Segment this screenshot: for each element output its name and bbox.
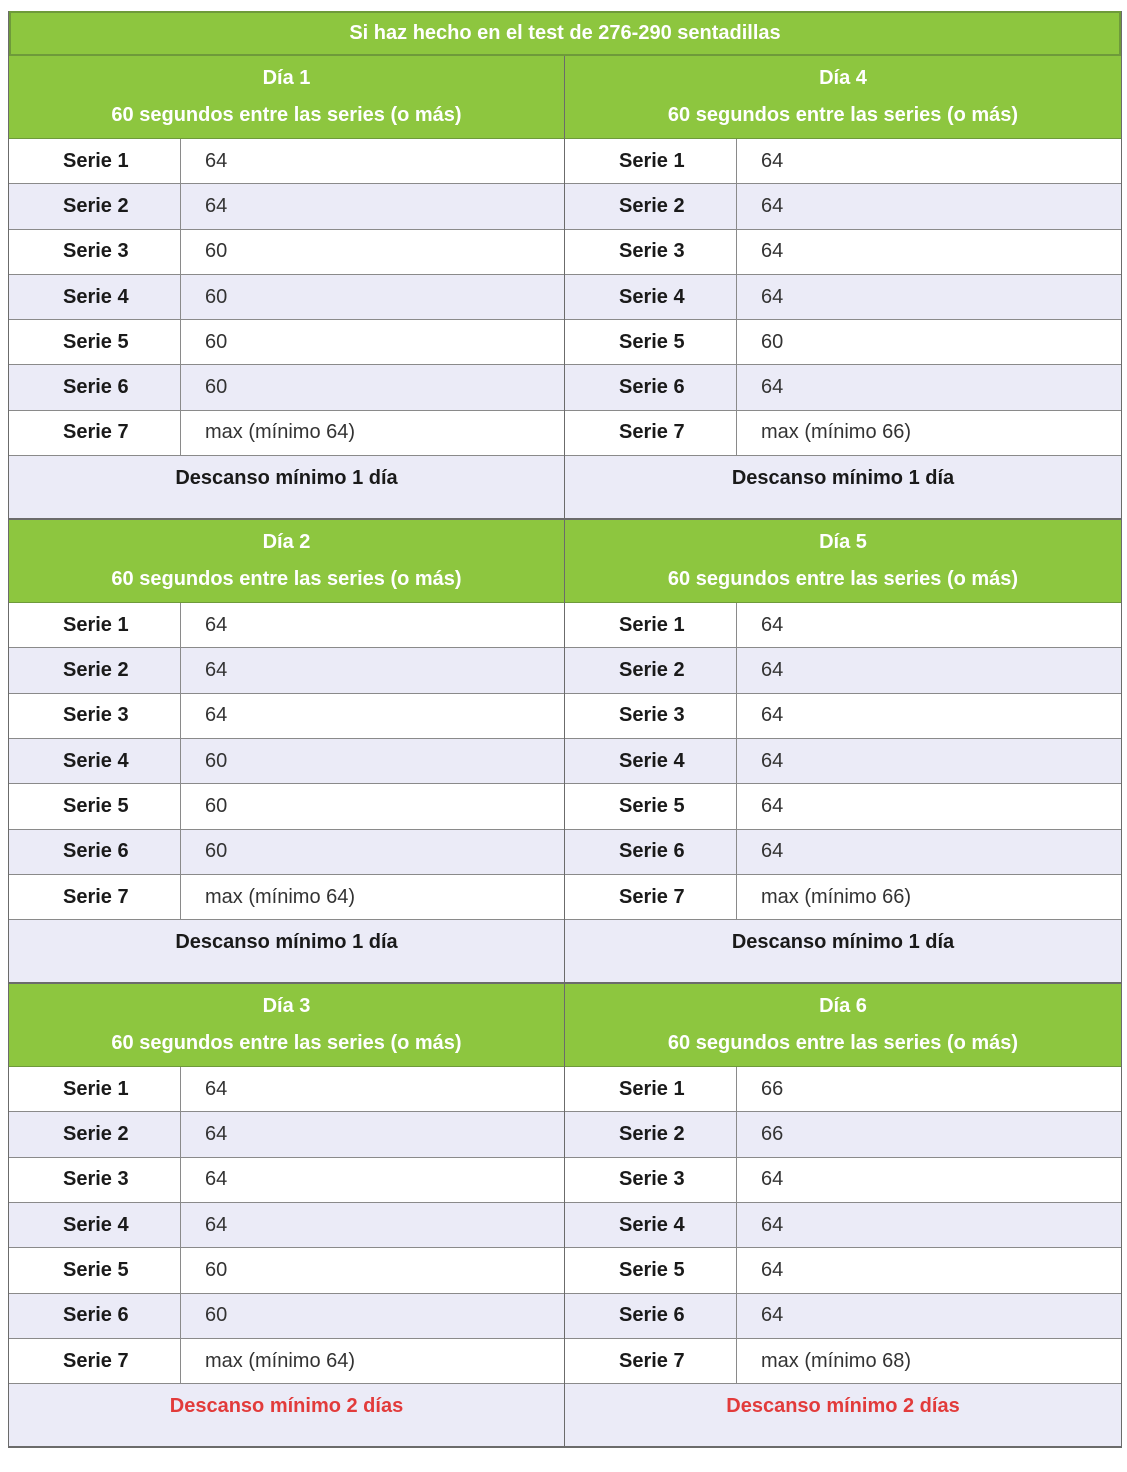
serie-label: Serie 4 <box>9 1203 181 1247</box>
day-header <box>9 56 564 139</box>
table-row <box>9 694 564 739</box>
table-row <box>9 1294 564 1339</box>
table-row <box>565 1112 1121 1157</box>
table-row <box>9 275 564 320</box>
serie-label: Serie 1 <box>9 603 181 647</box>
serie-value: 64 <box>761 704 784 727</box>
table-row <box>9 739 564 784</box>
serie-value: 64 <box>205 1213 228 1236</box>
day-title: Día 5 <box>819 531 867 554</box>
serie-label: Serie 4 <box>565 739 737 783</box>
table-row <box>9 830 564 875</box>
rest-note: Descanso mínimo 1 día <box>565 920 1121 984</box>
serie-label: Serie 3 <box>9 694 181 738</box>
day-column <box>565 56 1121 520</box>
serie-value: max (mínimo 64) <box>205 421 356 444</box>
day-block-row <box>9 520 1121 984</box>
serie-value: 64 <box>761 149 784 172</box>
serie-label: Serie 5 <box>9 784 181 828</box>
serie-value: 66 <box>761 1077 784 1100</box>
serie-label: Serie 2 <box>9 1112 181 1156</box>
table-row <box>565 230 1121 275</box>
serie-label: Serie 2 <box>565 184 737 228</box>
rest-interval: 60 segundos entre las series (o más) <box>111 1032 462 1055</box>
day-column <box>565 520 1121 984</box>
serie-label: Serie 3 <box>9 1158 181 1202</box>
serie-value: 64 <box>761 749 784 772</box>
serie-label: Serie 6 <box>9 830 181 874</box>
rest-note: Descanso mínimo 1 día <box>565 456 1121 520</box>
serie-value: 60 <box>205 285 228 308</box>
table-row <box>565 1158 1121 1203</box>
table-row <box>565 275 1121 320</box>
serie-label: Serie 6 <box>9 365 181 409</box>
serie-label: Serie 5 <box>565 784 737 828</box>
table-row <box>565 184 1121 229</box>
serie-label: Serie 4 <box>9 275 181 319</box>
table-row <box>9 1339 564 1384</box>
serie-value: 64 <box>761 1213 784 1236</box>
table-row <box>9 411 564 456</box>
table-row <box>565 411 1121 456</box>
serie-value: 60 <box>205 840 228 863</box>
table-row <box>9 139 564 184</box>
table-row <box>565 603 1121 648</box>
day-column <box>9 984 565 1448</box>
table-row <box>9 603 564 648</box>
serie-label: Serie 6 <box>565 830 737 874</box>
serie-value: 64 <box>761 794 784 817</box>
serie-value: 60 <box>205 330 228 353</box>
rest-note: Descanso mínimo 1 día <box>9 920 564 984</box>
serie-label: Serie 5 <box>9 320 181 364</box>
serie-label: Serie 2 <box>9 648 181 692</box>
rest-interval: 60 segundos entre las series (o más) <box>111 568 462 591</box>
serie-label: Serie 1 <box>9 139 181 183</box>
serie-value: 64 <box>761 285 784 308</box>
serie-value: 64 <box>761 194 784 217</box>
table-row <box>565 1294 1121 1339</box>
serie-value: max (mínimo 68) <box>761 1349 912 1372</box>
table-row <box>9 320 564 365</box>
table-row <box>9 184 564 229</box>
day-header <box>565 984 1121 1067</box>
serie-value: 64 <box>761 613 784 636</box>
serie-label: Serie 7 <box>9 1339 181 1383</box>
serie-label: Serie 6 <box>565 365 737 409</box>
table-row <box>565 784 1121 829</box>
table-row <box>565 830 1121 875</box>
serie-value: 64 <box>205 613 228 636</box>
table-row <box>9 784 564 829</box>
serie-value: max (mínimo 64) <box>205 1349 356 1372</box>
table-row <box>565 1248 1121 1293</box>
table-row <box>565 1067 1121 1112</box>
rest-interval: 60 segundos entre las series (o más) <box>111 104 462 126</box>
day-title: Día 3 <box>262 995 311 1018</box>
serie-label: Serie 4 <box>9 739 181 783</box>
serie-label: Serie 7 <box>9 411 181 455</box>
day-block-row <box>9 56 1121 520</box>
table-row <box>9 1248 564 1293</box>
table-row <box>9 230 564 275</box>
serie-label: Serie 5 <box>565 1248 737 1292</box>
serie-value: 60 <box>205 749 228 772</box>
serie-value: 64 <box>205 149 228 172</box>
serie-value: 64 <box>761 376 784 399</box>
day-title: Día 6 <box>819 995 867 1018</box>
serie-value: 64 <box>761 840 784 863</box>
day-header <box>565 520 1121 603</box>
serie-value: 60 <box>761 330 784 353</box>
day-blocks <box>9 56 1121 1448</box>
serie-value: 64 <box>205 1168 228 1191</box>
table-row <box>565 320 1121 365</box>
day-column <box>9 520 565 984</box>
serie-value: 60 <box>205 376 228 399</box>
table-row <box>565 1203 1121 1248</box>
serie-label: Serie 2 <box>565 1112 737 1156</box>
table-row <box>565 139 1121 184</box>
serie-label: Serie 7 <box>565 1339 737 1383</box>
serie-label: Serie 1 <box>565 1067 737 1111</box>
day-header <box>565 56 1121 139</box>
serie-value: max (mínimo 66) <box>761 421 912 444</box>
serie-label: Serie 3 <box>9 230 181 274</box>
serie-value: 64 <box>205 194 228 217</box>
serie-value: 60 <box>205 1304 228 1327</box>
table-row <box>9 1067 564 1112</box>
serie-label: Serie 3 <box>565 230 737 274</box>
serie-label: Serie 1 <box>565 139 737 183</box>
serie-label: Serie 4 <box>565 275 737 319</box>
serie-label: Serie 4 <box>565 1203 737 1247</box>
serie-value: 66 <box>761 1123 784 1146</box>
serie-label: Serie 1 <box>565 603 737 647</box>
day-column <box>565 984 1121 1448</box>
day-title: Día 2 <box>262 531 311 554</box>
serie-value: 64 <box>205 1123 228 1146</box>
serie-value: max (mínimo 66) <box>761 885 912 908</box>
serie-label: Serie 7 <box>565 875 737 919</box>
serie-value: 64 <box>761 240 784 263</box>
serie-label: Serie 6 <box>9 1294 181 1338</box>
rest-note: Descanso mínimo 2 días <box>565 1384 1121 1448</box>
rest-note: Descanso mínimo 2 días <box>9 1384 564 1448</box>
serie-value: 64 <box>205 659 228 682</box>
serie-value: 60 <box>205 240 228 263</box>
table-row <box>9 1158 564 1203</box>
serie-label: Serie 3 <box>565 694 737 738</box>
serie-label: Serie 5 <box>565 320 737 364</box>
serie-label: Serie 3 <box>565 1158 737 1202</box>
serie-label: Serie 7 <box>565 411 737 455</box>
table-row <box>565 365 1121 410</box>
table-row <box>9 875 564 920</box>
day-title: Día 4 <box>819 67 867 89</box>
rest-interval: 60 segundos entre las series (o más) <box>667 104 1019 126</box>
serie-label: Serie 1 <box>9 1067 181 1111</box>
day-header <box>9 520 564 603</box>
table-row <box>9 648 564 693</box>
day-title: Día 1 <box>262 67 311 89</box>
training-table <box>8 11 1122 1448</box>
day-header <box>9 984 564 1067</box>
serie-value: 64 <box>761 659 784 682</box>
serie-value: 64 <box>761 1168 784 1191</box>
serie-value: 64 <box>761 1258 784 1281</box>
rest-interval: 60 segundos entre las series (o más) <box>667 1032 1019 1055</box>
table-row <box>565 875 1121 920</box>
table-row <box>9 1203 564 1248</box>
day-block-row <box>9 984 1121 1448</box>
table-title: Si haz hecho en el test de 276-290 sentadillas <box>9 11 1121 56</box>
serie-value: 60 <box>205 1258 228 1281</box>
serie-label: Serie 6 <box>565 1294 737 1338</box>
serie-value: 64 <box>205 1077 228 1100</box>
serie-label: Serie 5 <box>9 1248 181 1292</box>
rest-note: Descanso mínimo 1 día <box>9 456 564 520</box>
serie-label: Serie 2 <box>565 648 737 692</box>
serie-value: 60 <box>205 794 228 817</box>
serie-value: max (mínimo 64) <box>205 885 356 908</box>
serie-label: Serie 7 <box>9 875 181 919</box>
table-row <box>565 648 1121 693</box>
serie-label: Serie 2 <box>9 184 181 228</box>
table-row <box>565 739 1121 784</box>
serie-value: 64 <box>205 704 228 727</box>
table-row <box>9 1112 564 1157</box>
table-row <box>565 1339 1121 1384</box>
table-row <box>565 694 1121 739</box>
serie-value: 64 <box>761 1304 784 1327</box>
rest-interval: 60 segundos entre las series (o más) <box>667 568 1019 591</box>
table-row <box>9 365 564 410</box>
day-column <box>9 56 565 520</box>
